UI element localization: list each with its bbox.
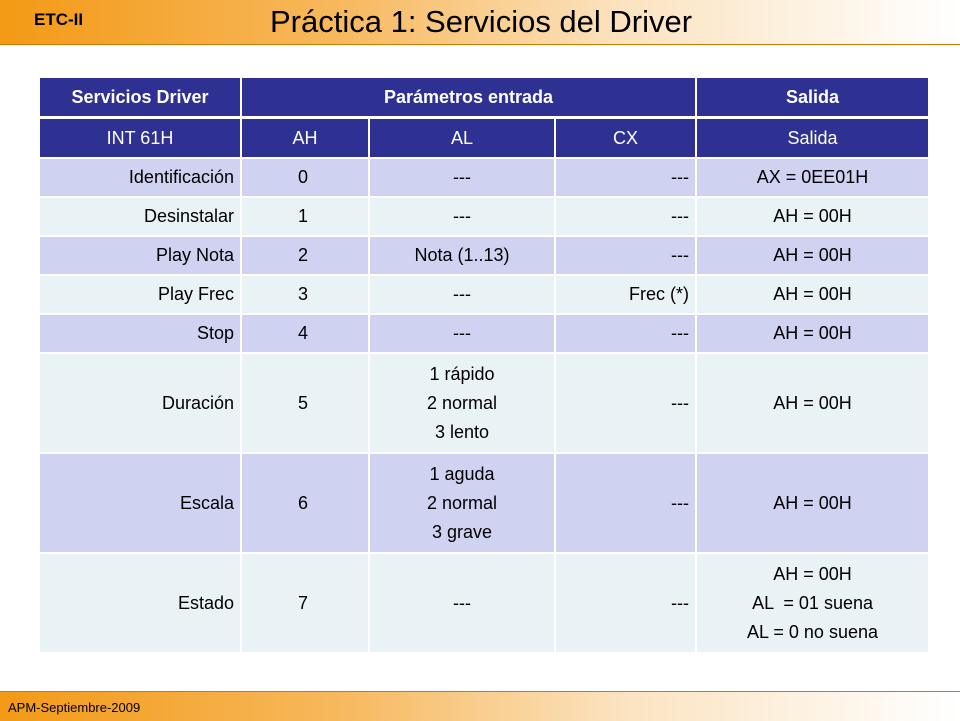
course-label: ETC-II <box>34 10 84 29</box>
cell-output <box>696 553 929 653</box>
cell-al <box>369 453 555 553</box>
cell-output-line: AH = 00H <box>773 492 852 513</box>
cell-output-line: AX = 0EE01H <box>756 167 869 187</box>
cell-service: Identificación <box>39 158 241 197</box>
cell-al <box>369 553 555 653</box>
cell-ah: 5 <box>241 353 369 453</box>
cell-output-line: AL = 0 no suena <box>747 621 878 642</box>
column-header-ah: AH <box>241 118 369 159</box>
cell-output-line: AH = 00H <box>773 284 852 304</box>
cell-al-line: --- <box>453 284 471 304</box>
cell-cx: --- <box>555 236 696 275</box>
cell-al-line: 1 aguda <box>429 463 495 484</box>
cell-service: Duración <box>39 353 241 453</box>
slide-footer-bar <box>0 691 960 721</box>
column-header-cx: CX <box>555 118 696 159</box>
group-header-output: Salida <box>696 77 929 118</box>
cell-cx: Frec (*) <box>555 275 696 314</box>
table-row <box>39 197 929 236</box>
cell-output <box>696 353 929 453</box>
cell-al <box>369 197 555 236</box>
cell-ah: 0 <box>241 158 369 197</box>
cell-al <box>369 158 555 197</box>
table-row <box>39 236 929 275</box>
cell-al <box>369 236 555 275</box>
group-header-params: Parámetros entrada <box>241 77 696 118</box>
table-row <box>39 275 929 314</box>
slide-title: Práctica 1: Servicios del Driver <box>270 4 693 39</box>
cell-cx: --- <box>555 453 696 553</box>
cell-ah: 6 <box>241 453 369 553</box>
cell-al <box>369 353 555 453</box>
cell-output-line: AH = 00H <box>773 323 852 343</box>
cell-al-line: --- <box>453 323 471 343</box>
table-row <box>39 314 929 353</box>
cell-output <box>696 453 929 553</box>
cell-cx: --- <box>555 353 696 453</box>
cell-output <box>696 314 929 353</box>
driver-services-table <box>38 76 930 654</box>
cell-output <box>696 158 929 197</box>
cell-output-line: AH = 00H <box>773 563 852 584</box>
cell-output <box>696 275 929 314</box>
column-header-row <box>39 118 929 159</box>
cell-al <box>369 275 555 314</box>
cell-service: Stop <box>39 314 241 353</box>
cell-output <box>696 236 929 275</box>
cell-al-line: 3 grave <box>431 521 493 542</box>
cell-al-line: 1 rápido <box>429 363 495 384</box>
cell-al-line: 2 normal <box>426 492 498 513</box>
table-row <box>39 453 929 553</box>
cell-output-line: AH = 00H <box>773 392 852 413</box>
column-header-al: AL <box>369 118 555 159</box>
cell-ah: 1 <box>241 197 369 236</box>
cell-al-line: --- <box>453 592 471 613</box>
table-row <box>39 553 929 653</box>
cell-output-line: AH = 00H <box>773 245 852 265</box>
cell-ah: 2 <box>241 236 369 275</box>
cell-cx: --- <box>555 158 696 197</box>
footer-text: APM-Septiembre-2009 <box>8 700 141 715</box>
cell-al-line: 2 normal <box>426 392 498 413</box>
cell-service: Play Frec <box>39 275 241 314</box>
group-header-services: Servicios Driver <box>39 77 241 118</box>
cell-service: Estado <box>39 553 241 653</box>
cell-ah: 3 <box>241 275 369 314</box>
cell-cx: --- <box>555 197 696 236</box>
cell-al-line: Nota (1..13) <box>414 245 510 265</box>
cell-service: Play Nota <box>39 236 241 275</box>
cell-al-line: 3 lento <box>434 421 490 442</box>
cell-ah: 7 <box>241 553 369 653</box>
column-header-output: Salida <box>696 118 929 159</box>
table-row <box>39 158 929 197</box>
group-header-row <box>39 77 929 118</box>
cell-cx: --- <box>555 314 696 353</box>
cell-al-line: --- <box>453 206 471 226</box>
cell-output-line: AH = 00H <box>773 206 852 226</box>
cell-output-line: AL = 01 suena <box>752 592 873 613</box>
table-body <box>39 158 929 653</box>
cell-ah: 4 <box>241 314 369 353</box>
table-row <box>39 353 929 453</box>
cell-al-line: --- <box>453 167 471 187</box>
column-header-int: INT 61H <box>39 118 241 159</box>
cell-al <box>369 314 555 353</box>
cell-cx: --- <box>555 553 696 653</box>
cell-service: Escala <box>39 453 241 553</box>
slide-header-bar <box>0 0 960 45</box>
cell-output <box>696 197 929 236</box>
cell-service: Desinstalar <box>39 197 241 236</box>
